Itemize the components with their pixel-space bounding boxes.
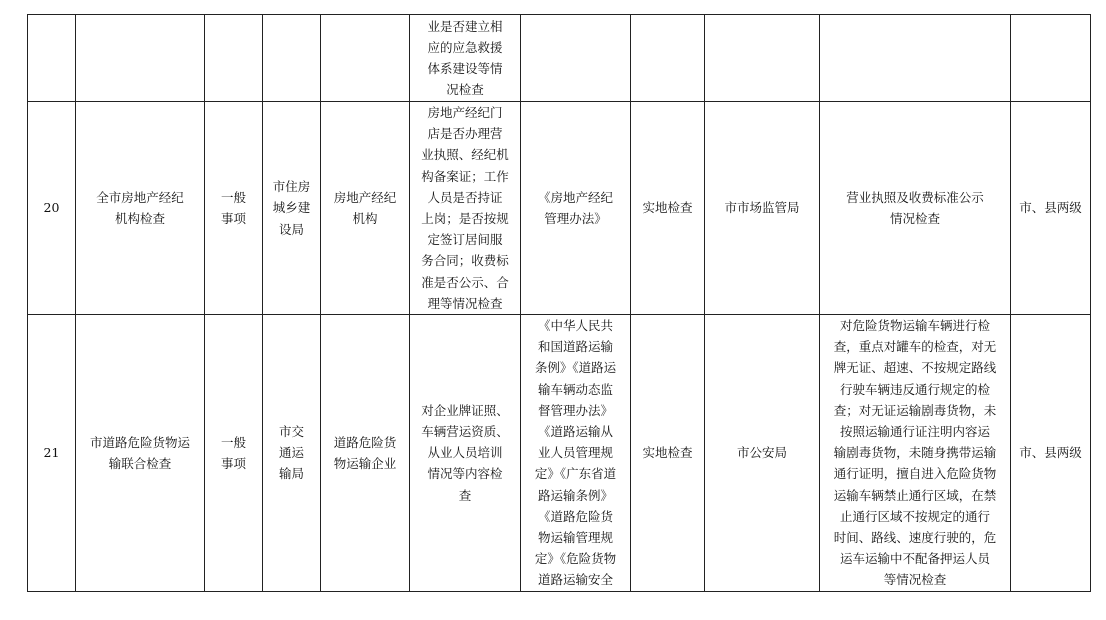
level-cell: 市、县两级 — [1011, 315, 1091, 592]
level-cell — [1011, 15, 1091, 102]
row-number-cell: 21 — [28, 315, 76, 592]
category-cell — [205, 15, 263, 102]
table-row — [28, 15, 1091, 102]
inspection-item-cell: 市道路危险货物运 输联合检查 — [76, 315, 205, 592]
inspection-item-cell — [76, 15, 205, 102]
inspection-object-cell: 道路危险货 物运输企业 — [321, 315, 410, 592]
inspection-object-cell: 房地产经纪 机构 — [321, 102, 410, 315]
inspection-table — [27, 14, 1091, 592]
basis-cell: 《房地产经纪 管理办法》 — [521, 102, 631, 315]
row-number-cell: 20 — [28, 102, 76, 315]
inspection-content-cell: 房地产经纪门 店是否办理营 业执照、经纪机 构备案证；工作 人员是否持证 上岗；是否按规 定签订居间服 务合同；收费标 准是否公示、合 理等情况检查 — [410, 102, 521, 315]
method-cell: 实地检查 — [631, 315, 705, 592]
partner-department-cell — [705, 15, 820, 102]
department-cell: 市住房 城乡建 设局 — [263, 102, 321, 315]
department-cell: 市交 通运 输局 — [263, 315, 321, 592]
table-row — [28, 102, 1091, 315]
method-cell — [631, 15, 705, 102]
level-cell: 市、县两级 — [1011, 102, 1091, 315]
basis-cell — [521, 15, 631, 102]
department-cell — [263, 15, 321, 102]
partner-department-cell: 市市场监管局 — [705, 102, 820, 315]
inspection-content-cell: 业是否建立相 应的应急救援 体系建设等情 况检查 — [410, 15, 521, 102]
joint-content-cell: 对危险货物运输车辆进行检 查，重点对罐车的检查，对无 牌无证、超速、不按规定路线 行驶车辆违反通行规定的检 查；对无证运输剧毒货物，未 按照运输通行证注明内容运 输剧毒货物，未随身携带运输 通行证明，擅自进入危险货物 运输车辆禁止通行区域，在禁 止通行区域不按规定的通行 时间、路线、速度行驶的，危 运车运输中不配备押运人员 等情况检查 — [820, 315, 1011, 592]
row-number-cell — [28, 15, 76, 102]
joint-content-cell: 营业执照及收费标准公示 情况检查 — [820, 102, 1011, 315]
basis-cell: 《中华人民共 和国道路运输 条例》《道路运 输车辆动态监 督管理办法》 《道路运输从 业人员管理规 定》《广东省道 路运输条例》 《道路危险货 物运输管理规 定》《危险货物 道路运输安全 — [521, 315, 631, 592]
inspection-object-cell — [321, 15, 410, 102]
partner-department-cell: 市公安局 — [705, 315, 820, 592]
category-cell: 一般 事项 — [205, 315, 263, 592]
table-row — [28, 315, 1091, 592]
joint-content-cell — [820, 15, 1011, 102]
inspection-item-cell: 全市房地产经纪 机构检查 — [76, 102, 205, 315]
inspection-content-cell: 对企业牌证照、 车辆营运资质、 从业人员培训 情况等内容检 查 — [410, 315, 521, 592]
method-cell: 实地检查 — [631, 102, 705, 315]
category-cell: 一般 事项 — [205, 102, 263, 315]
